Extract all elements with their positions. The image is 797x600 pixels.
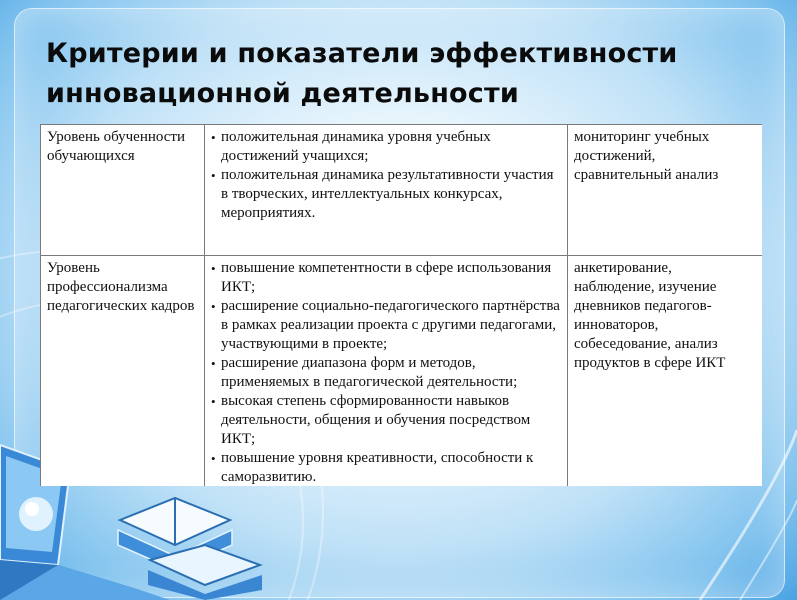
indicator-item: • расширение социально-педагогического партнёрства в рамках реализации проекта с другими педагогами, участвующими в проекте;: [211, 297, 561, 354]
page-title: [46, 34, 766, 114]
methods-cell: анкетирование, наблюдение, изучение дневников педагогов-инноваторов, собеседование, анализ продуктов в сфере ИКТ: [568, 256, 763, 487]
indicator-item: • положительная динамика результативности участия в творческих, интеллектуальных конкурсах, мероприятиях.: [211, 166, 561, 223]
indicator-item: • высокая степень сформированности навыков деятельности, общения и обучения посредством ИКТ;: [211, 392, 561, 449]
criteria-table: [40, 124, 762, 486]
criterion-cell: Уровень обученности обучающихся: [41, 125, 205, 256]
books-icon: [118, 498, 262, 600]
indicator-item: • положительная динамика уровня учебных достижений учащихся;: [211, 128, 561, 166]
title-line-2: инновационной деятельности: [46, 78, 519, 109]
indicator-item: • повышение уровня креативности, способности к саморазвитию.: [211, 449, 561, 486]
criterion-cell: Уровень профессионализма педагогических кадров: [41, 256, 205, 487]
indicators-cell: [205, 256, 568, 487]
indicator-item: • расширение диапазона форм и методов, применяемых в педагогической деятельности;: [211, 354, 561, 392]
title-line-1: Критерии и показатели эффективности: [46, 38, 678, 69]
methods-cell: мониторинг учебных достижений, сравнительный анализ: [568, 125, 763, 256]
table-row: [41, 256, 763, 487]
indicators-cell: [205, 125, 568, 256]
indicator-item: • повышение компетентности в сфере использования ИКТ;: [211, 259, 561, 297]
table-row: [41, 125, 763, 256]
